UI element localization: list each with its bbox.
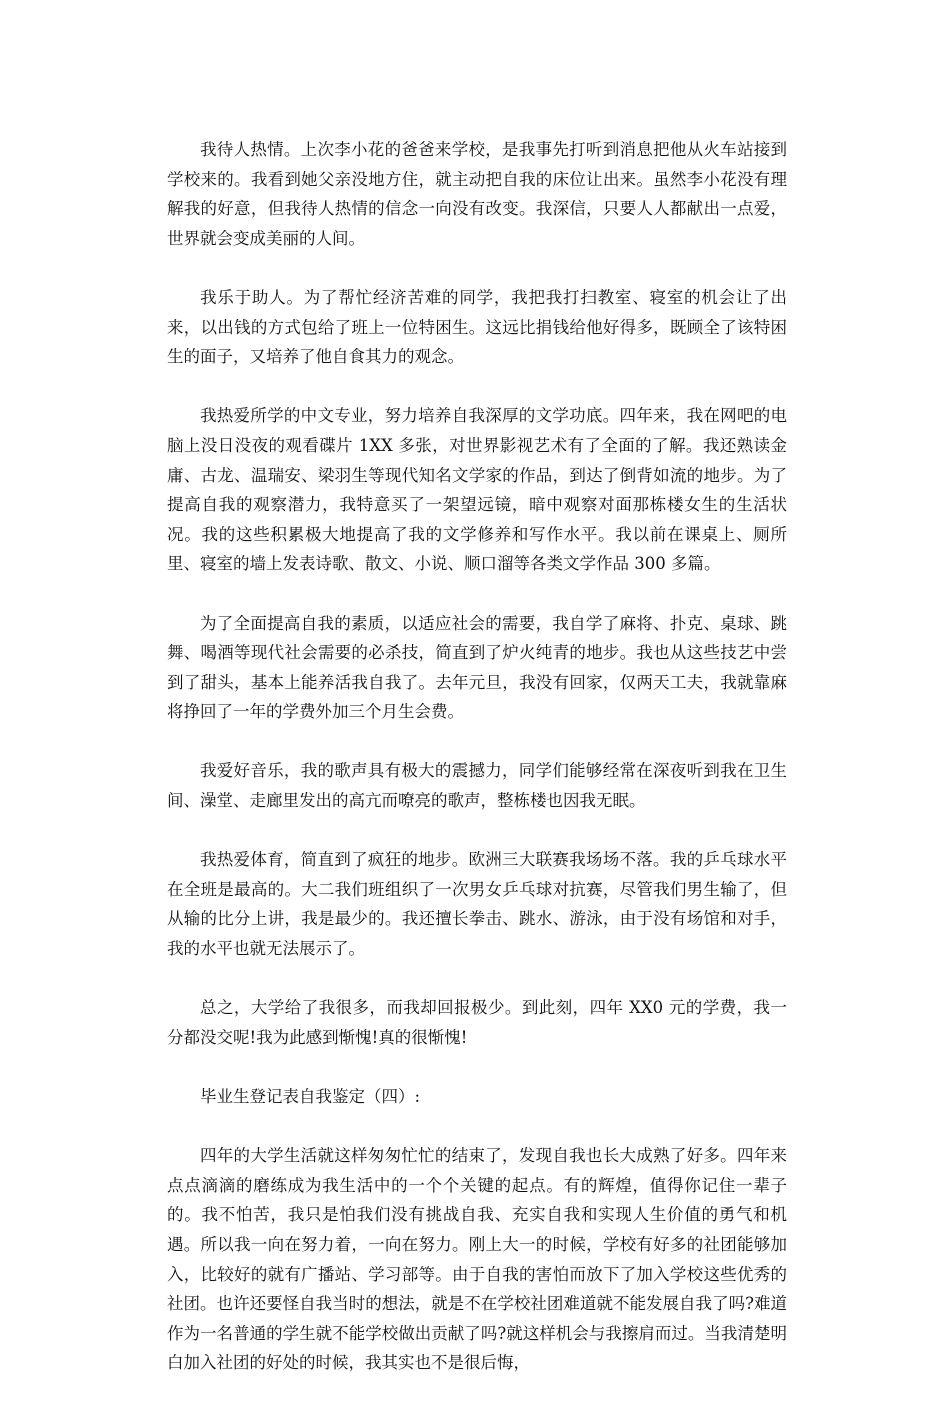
section-heading-four: 毕业生登记表自我鉴定（四）: [200, 1087, 421, 1106]
paragraph-helping-others: 我乐于助人。为了帮忙经济苦难的同学，我把我打扫教室、寝室的机会让了出来，以出钱的方式包给了班上一位特困生。这远比捐钱给他好得多，既顾全了该特困生的面子，又培养了他自食其力的观念。 [167, 287, 787, 367]
paragraph-hospitality: 我待人热情。上次李小花的爸爸来学校，是我事先打听到消息把他从火车站接到学校来的。我看到她父亲没地方住，就主动把自我的床位让出来。虽然李小花没有理解我的好意，但我待人热情的信念一向没有改变。我深信，只要人人都献出一点爱，世界就会变成美丽的人间。 [167, 140, 787, 248]
paragraph-music: 我爱好音乐，我的歌声具有极大的震撼力，同学们能够经常在深夜听到我在卫生间、澡堂、走廊里发出的高亢而嘹亮的歌声，整栋楼也因我无眠。 [167, 761, 787, 811]
paragraph-four-years: 四年的大学生活就这样匆匆忙忙的结束了，发现自我也长大成熟了好多。四年来点点滴滴的磨练成为我生活中的一个个关键的起点。有的辉煌，值得你记住一辈子的。我不怕苦，我只是怕我们没有挑战自我、充实自我和实现人生价值的勇气和机遇。所以我一向在努力着，一向在努力。刚上大一的时候，学校有好多的社团能够加入，比较好的就有广播站、学习部等。由于自我的害怕而放下了加入学校这些优秀的社团。也许还要怪自我当时的想法，就是不在学校社团难道就不能发展自我了吗?难道作为一名普通的学生就不能学校做出贡献了吗?就这样机会与我擦肩而过。当我清楚明白加入社团的好处的时候，我其实也不是很后悔， [167, 1146, 787, 1373]
paragraph-conclusion: 总之，大学给了我很多，而我却回报极少。到此刻，四年 XX0 元的学费，我一分都没交呢!我为此感到惭愧!真的很惭愧! [167, 998, 787, 1047]
paragraph-self-study-skills: 为了全面提高自我的素质，以适应社会的需要，我自学了麻将、扑克、桌球、跳舞、喝酒等现代社会需要的必杀技，简直到了炉火纯青的地步。我也从这些技艺中尝到了甜头，基本上能养活我自我了。去年元旦，我没有回家，仅两天工夫，我就靠麻将挣回了一年的学费外加三个月生会费。 [167, 613, 787, 722]
document-body [167, 135, 787, 1408]
paragraph-chinese-major: 我热爱所学的中文专业，努力培养自我深厚的文学功底。四年来，我在网吧的电脑上没日没夜的观看碟片 1XX 多张，对世界影视艺术有了全面的了解。我还熟读金庸、古龙、温瑞安、梁羽生等现代知名文学家的作品，到达了倒背如流的地步。为了提高自我的观察潜力，我特意买了一架望远镜，暗中观察对面那栋楼女生的生活状况。我的这些积累极大地提高了我的文学修养和写作水平。我以前在课桌上、厕所里、寝室的墙上发表诗歌、散文、小说、顺口溜等各类文学作品 300 多篇。 [167, 406, 787, 574]
paragraph-sports: 我热爱体育，简直到了疯狂的地步。欧洲三大联赛我场场不落。我的乒乓球水平在全班是最高的。大二我们班组织了一次男女乒乓球对抗赛，尽管我们男生输了，但从输的比分上讲，我是最少的。我还擅长拳击、跳水、游泳，由于没有场馆和对手，我的水平也就无法展示了。 [167, 850, 787, 959]
